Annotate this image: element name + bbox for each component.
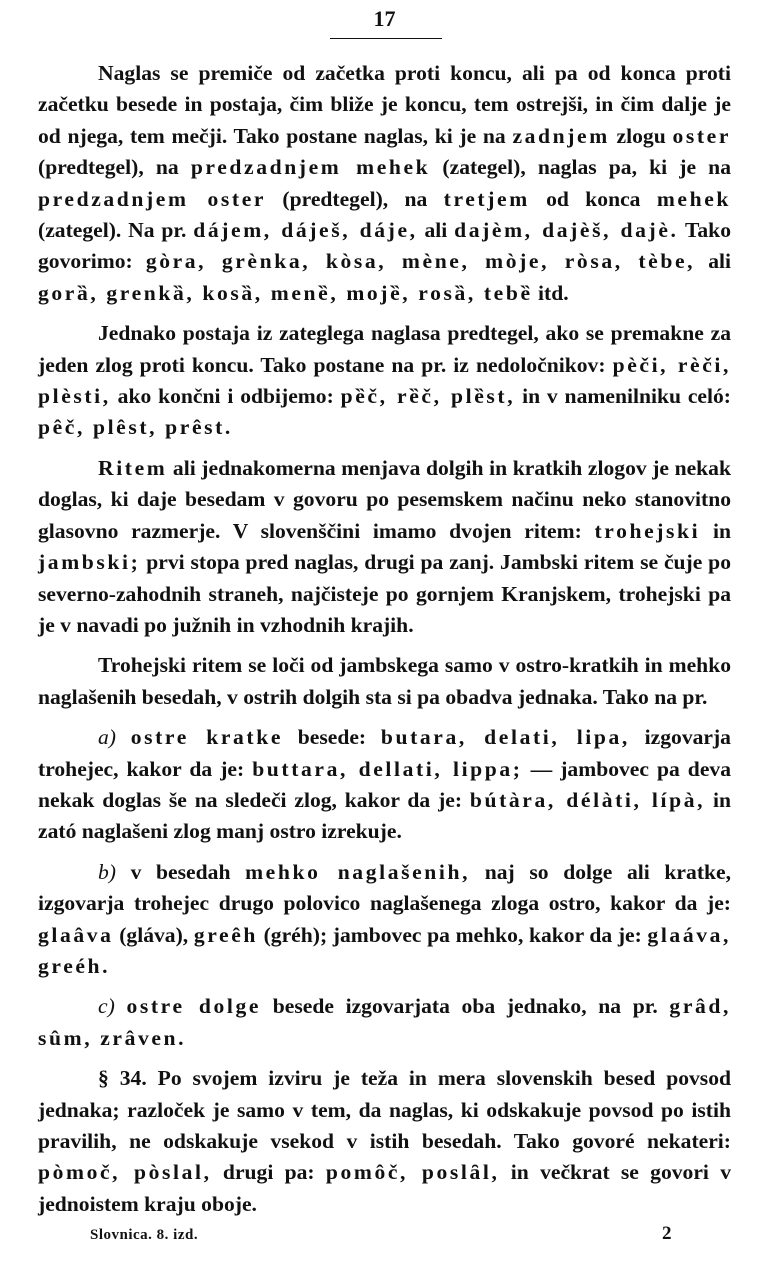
page-number: 17 — [373, 6, 396, 31]
spaced-term: butara, delati, lipa, — [380, 725, 630, 750]
item-marker: a) — [98, 725, 116, 750]
text-run: (zategel), naglas pa, ki je na — [430, 155, 731, 180]
text-run: v besedah — [116, 859, 246, 884]
spaced-term: pòmoč, pòslal, — [38, 1160, 212, 1185]
text-run: ali — [417, 218, 455, 243]
section-34-paragraph — [38, 1063, 731, 1220]
text-run — [116, 725, 131, 749]
spaced-term: glaáva, greéh. — [38, 922, 732, 978]
spaced-term: predzadnjem mehek — [190, 155, 431, 180]
text-run: ali — [695, 249, 732, 274]
text-run: in zató naglašeni zlog manj ostro izrekuje. — [38, 787, 731, 844]
text-run: Naglas se premiče od začetka proti koncu, ali pa od konca proti začetku besede in postaja, čim bliže je koncu, tem ostrejši, in čim dalje je od njega, tem mečji. Tako postane naglas, ki je na — [38, 61, 731, 148]
spaced-term: pomôč, poslȃl, — [325, 1160, 500, 1185]
text-run: prvi stopa pred naglas, drugi pa zanj. Jambski ritem se čuje po severno-zahodnih straneh, najčisteje po gornjem Kranjskem, trohejski pa je v navadi po južnih in vzhodnih krajih. — [38, 550, 731, 637]
spaced-term: oster — [672, 123, 732, 148]
spaced-term: pȅč, rȅč, plȅst, — [340, 384, 516, 409]
text-run: — jambovec pa deva nekak doglas še na sledeči zlog, kakor da je: — [38, 756, 731, 812]
item-marker: c) — [98, 994, 115, 1019]
spaced-term: gorȁ, grenkȁ, kosȁ, menȅ, mojȅ, rosȁ, tebȅ — [38, 280, 533, 305]
spaced-term: bútàra, délàti, lípà, — [469, 787, 706, 812]
paragraph — [38, 318, 731, 444]
spaced-term: dajèm, dajèš, dajè. — [454, 218, 679, 243]
spaced-term: buttara, dellati, lippa; — [252, 756, 523, 781]
spaced-term: glaâva — [38, 922, 114, 947]
text-run: itd. — [532, 280, 569, 305]
paragraph — [38, 991, 731, 1054]
footer-sheet-number: 2 — [662, 1223, 672, 1244]
paragraph — [38, 857, 731, 983]
spaced-term: pèči, rèči, plèsti, — [38, 352, 731, 409]
paragraph — [38, 58, 731, 309]
text-run: (zategel). Na pr. — [38, 218, 194, 243]
text-run: ako končni i odbijemo: — [110, 384, 341, 409]
text-run: (gréh); jambovec pa mehko, kakor da je: — [257, 922, 648, 947]
text-run: naj so dolge ali kratke, izgovarja trohejec drugo polovico naglašenega zloga ostro, kakor da je: — [38, 859, 732, 916]
text-run: § 34. — [98, 1066, 147, 1091]
spaced-term: Ritem — [98, 455, 168, 480]
text-run: drugi pa: — [211, 1160, 326, 1185]
spaced-term: gòra, grènka, kòsa, mène, mòje, ròsa, tèbe, — [145, 249, 696, 274]
body-text — [38, 58, 731, 1229]
item-marker: b) — [98, 859, 116, 884]
spaced-term: pêč, plêst, prêst. — [38, 415, 233, 440]
spaced-term: mehko naglašenih, — [245, 859, 471, 884]
spaced-term: tretjem — [443, 186, 530, 211]
spaced-term: mehek — [656, 186, 731, 211]
text-run: Po svojem izviru je teža in mera slovenskih besed povsod jednaka; razloček je samo v tem, da naglas, ki odskakuje povsod po istih pravilih, ne odskakuje vsekod v istih besedah. Tako govoré nekateri: — [38, 1066, 732, 1153]
text-run — [115, 994, 127, 1018]
spaced-term: predzadnjem oster — [38, 186, 267, 211]
paragraph — [38, 453, 731, 641]
spaced-term: jambski; — [38, 550, 141, 575]
text-run: (predtegel), na — [38, 155, 191, 180]
text-run: Tako govorimo: — [38, 218, 731, 274]
spaced-term: ostre dolge — [126, 994, 262, 1019]
paragraph — [38, 722, 731, 848]
spaced-term: grâd, sûm, zrâven. — [38, 994, 732, 1050]
text-run: izgovarja trohejec, kakor da je: — [38, 725, 731, 781]
text-run: ali jednakomerna menjava dolgih in kratkih zlogov je nekak doglas, ki daje besedam v govoru po pesemskem načinu neko stanovitno glasovno razmerje. V slovenščini imamo dvojen ritem: — [38, 455, 731, 543]
text-run: zlogu — [609, 123, 673, 148]
text-run: in — [700, 518, 731, 543]
text-run: in večkrat se govori v jednoistem kraju oboje. — [38, 1160, 732, 1216]
text-run: (predtegel), na — [266, 186, 444, 211]
text-run: besede izgovarjata oba jednako, na pr. — [261, 994, 670, 1019]
text-run: besede: — [283, 725, 381, 750]
footer-signature: Slovnica. 8. izd. — [90, 1227, 199, 1243]
spaced-term: ostre kratke — [130, 725, 284, 750]
spaced-term: dájem, dáješ, dáje, — [193, 218, 418, 243]
text-run: (gláva), — [113, 922, 194, 947]
text-run: Jednako postaja iz zateglega naglasa predtegel, ako se premakne za jeden zlog proti koncu. Tako postane na pr. iz nedoločnikov: — [38, 321, 731, 377]
spaced-term: greêh — [193, 922, 258, 947]
spaced-term: zadnjem — [512, 123, 610, 148]
text-run: in v namenilniku celó: — [515, 384, 731, 409]
text-run: od konca — [529, 186, 657, 211]
spaced-term: trohejski — [594, 518, 701, 543]
text-run: Trohejski ritem se loči od jambskega samo v ostro-kratkih in mehko naglašenih besedah, v ostrih dolgih sta si pa obadva jednaka. Tako na pr. — [38, 653, 731, 709]
header-rule — [330, 38, 442, 39]
paragraph — [38, 650, 731, 713]
